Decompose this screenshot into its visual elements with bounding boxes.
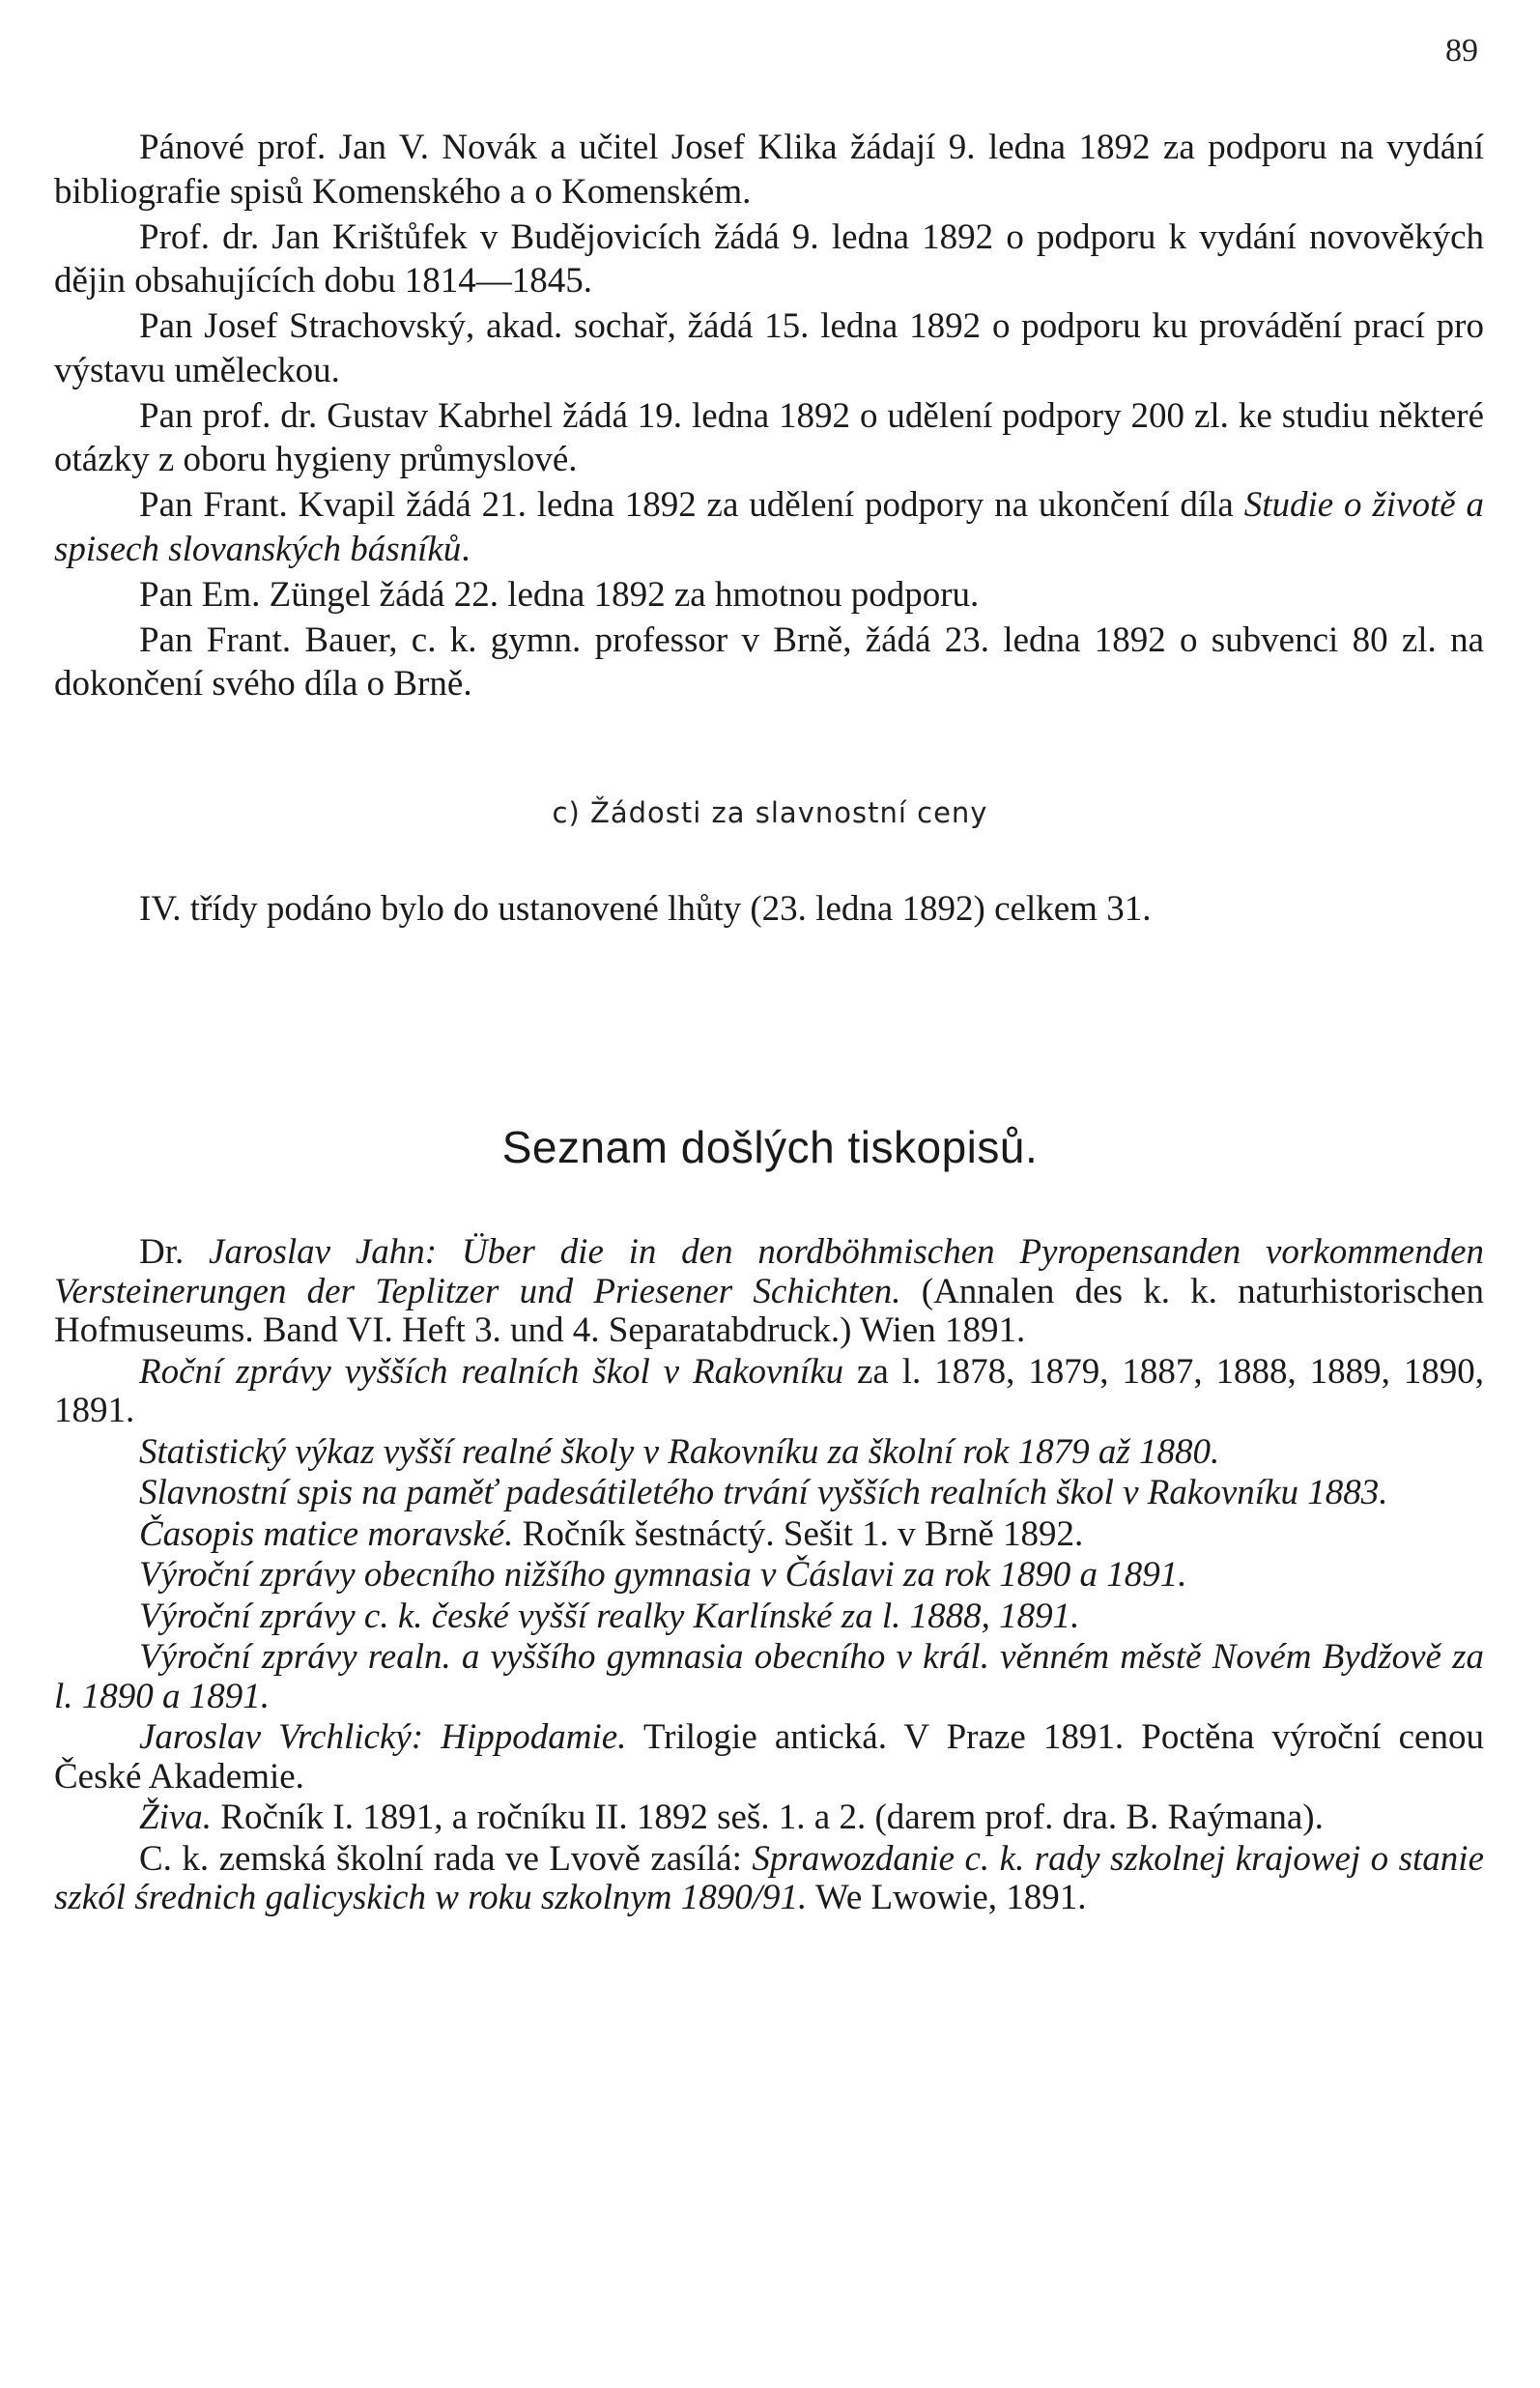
request-paragraph: Pan prof. dr. Gustav Kabrhel žádá 19. ledna 1892 o udělení podpory 200 zl. ke studiu některé otázky z oboru hygieny průmyslové.: [54, 395, 1484, 479]
request-paragraph: [54, 483, 1484, 571]
publication-entry: [54, 1556, 1484, 1596]
entry-text: Trilogie antická. V Praze 1891. Poctěna výroční cenou České Akademie.: [54, 1717, 1484, 1797]
entry-title: Slavnostní spis na paměť padesátiletého trvání vyšších realních škol v Rakovníku 1883.: [139, 1473, 1388, 1512]
publication-entry: [54, 1798, 1484, 1838]
requests-section: [54, 126, 1484, 707]
subheading: c) Žádosti za slavnostní ceny: [552, 796, 988, 829]
publication-entry: [54, 1718, 1484, 1797]
publication-entry: [54, 1353, 1484, 1431]
publication-entry: [54, 1474, 1484, 1513]
entry-text: We Lwowie, 1891.: [807, 1878, 1087, 1917]
entry-title: Jaroslav Vrchlický: Hippodamie.: [139, 1717, 627, 1757]
entry-title: Roční zprávy vyšších realních škol v Rakovníku: [139, 1351, 844, 1392]
entry-title: Časopis matice moravské.: [139, 1513, 514, 1554]
section-title: Seznam došlých tiskopisů.: [501, 1122, 1039, 1172]
entry-title: Jaroslav Jahn: Über die in den nordböhmischen Pyropensanden vorkommenden Versteinerungen der Teplitzer und Priesener Schichten.: [54, 1232, 1485, 1311]
publication-entry: [54, 1597, 1484, 1637]
entry-text: (Annalen des k. k. naturhistorischen Hofmuseums. Band VI. Heft 3. und 4. Separatabdruck.) Wien 1891.: [54, 1271, 1484, 1350]
publication-entry: [54, 1433, 1484, 1473]
entry-text: C. k. zemská školní rada ve Lvově zasílá:: [139, 1838, 753, 1879]
page-number: 89: [1445, 33, 1478, 69]
entry-title: Výroční zprávy realn. a vyššího gymnasia obecního v král. věnném městě Novém Bydžově za l. 1890 a 1891.: [54, 1637, 1484, 1716]
entry-title: Výroční zprávy obecního nižšího gymnasia v Čáslavi za rok 1890 a 1891.: [139, 1555, 1187, 1595]
entry-text: Dr.: [139, 1232, 210, 1272]
entry-title: Živa.: [139, 1798, 213, 1837]
prize-note: IV. třídy podáno bylo do ustanovené lhůty (23. ledna 1892) celkem 31.: [139, 889, 1152, 929]
publication-entry: [54, 1840, 1484, 1918]
entry-title: Statistický výkaz vyšší realné školy v Rakovníku za školní rok 1879 až 1880.: [139, 1431, 1220, 1472]
entry-text: Ročník I. 1891, a ročníku II. 1892 seš. 1. a 2. (darem prof. dra. B. Raýmana).: [212, 1798, 1324, 1837]
request-paragraph: Prof. dr. Jan Krištůfek v Budějovicích žádá 9. ledna 1892 o podporu k vydání novověkých dějin obsahujících dobu 1814—1845.: [54, 216, 1484, 301]
publication-entry: [54, 1233, 1484, 1351]
work-title: Studie o životě a spisech slovanských básníků: [54, 485, 1484, 569]
request-text: Pan Frant. Kvapil žádá 21. ledna 1892 za udělení podpory na ukončení díla: [139, 485, 1244, 525]
prize-note-block: [54, 887, 1484, 932]
request-text: .: [461, 529, 471, 569]
publications-list: [54, 1233, 1484, 1920]
publication-entry: [54, 1515, 1484, 1555]
publication-entry: [54, 1638, 1484, 1716]
entry-text: Ročník šestnáctý. Sešit 1. v Brně 1892.: [513, 1513, 1084, 1554]
entry-title: Sprawozdanie c. k. rady szkolnej krajowej o stanie szkól średnich galicyskich w roku szkolnym 1890/91.: [54, 1838, 1484, 1917]
request-paragraph: Pan Em. Züngel žádá 22. ledna 1892 za hmotnou podporu.: [139, 574, 980, 615]
request-paragraph: Pan Frant. Bauer, c. k. gymn. professor v Brně, žádá 23. ledna 1892 o subvenci 80 zl. na dokončení svého díla o Brně.: [54, 619, 1484, 704]
request-paragraph: Pánové prof. Jan V. Novák a učitel Josef Klika žádají 9. ledna 1892 za podporu na vydání bibliografie spisů Komenského a o Komenském.: [54, 128, 1484, 212]
entry-text: za l. 1878, 1879, 1887, 1888, 1889, 1890, 1891.: [54, 1351, 1484, 1430]
entry-title: Výroční zprávy c. k. české vyšší realky Karlínské za l. 1888, 1891.: [139, 1596, 1080, 1636]
request-paragraph: Pan Josef Strachovský, akad. sochař, žádá 15. ledna 1892 o podporu ku provádění prací pro výstavu uměleckou.: [54, 306, 1484, 390]
